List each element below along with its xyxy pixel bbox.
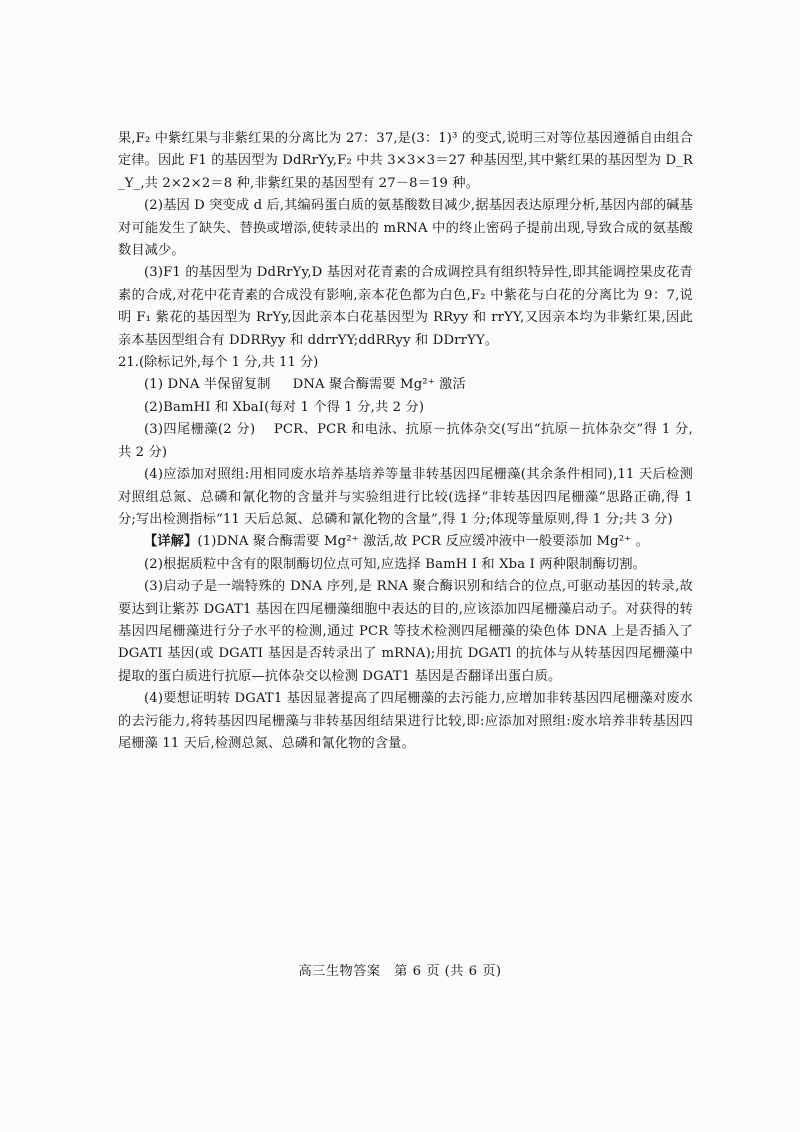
answer-21-1 <box>118 374 693 396</box>
detail-text-1: (1)DNA 聚合酶需要 Mg²⁺ 激活,故 PCR 反应缓冲液中一般要添加 Mg²⁺ 。 <box>197 534 649 550</box>
answer-21-2: (2)BamHI 和 XbaI(每对 1 个得 1 分,共 2 分) <box>144 399 425 415</box>
document-body <box>118 128 693 755</box>
answer-21-4: (4)应添加对照组:用相同废水培养基培养等量非转基因四尾栅藻(其余条件相同),11 天后检测对照组总氮、总磷和氰化物的含量并与实验组进行比较(选择“非转基因四尾栅藻”思路正确,得 1 分;写出检测指标“11 天后总氮、总磷和氰化物的含量”,得 1 分;体现等量原则,得 1 分;共 3 分) <box>118 467 693 527</box>
detail-paragraph-2: (2)根据质粒中含有的限制酶切位点可知,应选择 BamH Ⅰ 和 Xba Ⅰ 两种限制酶切割。 <box>144 556 646 572</box>
detail-paragraph-3: (3)启动子是一端特殊的 DNA 序列,是 RNA 聚合酶识别和结合的位点,可驱动基因的转录,故要达到让紫苏 DGAT1 基因在四尾栅藻细胞中表达的目的,应该添加四尾栅藻启动子。对获得的转基因四尾栅藻进行分子水平的检测,通过 PCR 等技术检测四尾栅藻的染色体 DNA 上是否插入了 DGATI 基因(或 DGATI 基因是否转录出了 mRNA);用抗 DGATl 的抗体与从转基因四尾栅藻中提取的蛋白质进行抗原—抗体杂交以检测 DGAT1 基因是否翻译出蛋白质。 <box>118 579 693 684</box>
answer-21-1-part1: (1) DNA 半保留复制 <box>144 377 271 393</box>
detail-paragraph-1 <box>118 531 693 553</box>
question-21-heading: 21.(除标记外,每个 1 分,共 11 分) <box>118 355 319 371</box>
detail-paragraph-4: (4)要想证明转 DGAT1 基因显著提高了四尾栅藻的去污能力,应增加非转基因四尾栅藻对废水的去污能力,将转基因四尾栅藻与非转基因组结果进行比较,即:应添加对照组:废水培养非转基因四尾栅藻 11 天后,检测总氮、总磷和氰化物的含量。 <box>118 691 693 751</box>
answer-21-3: (3)四尾栅藻(2 分) PCR、PCR 和电泳、抗原－抗体杂交(写出“抗原－抗体杂交”得 1 分,共 2 分) <box>118 422 693 460</box>
answer-20-1-continued: 果,F₂ 中紫红果与非紫红果的分离比为 27：37,是(3：1)³ 的变式,说明三对等位基因遵循自由组合定律。因此 F1 的基因型为 DdRrYy,F₂ 中共 3×3×3＝27 种基因型,其中紫红果的基因型为 D_R_Y_,共 2×2×2＝8 种,非紫红果的基因型有 27－8＝19 种。 <box>118 131 693 191</box>
answer-20-2: (2)基因 D 突变成 d 后,其编码蛋白质的氨基酸数目减少,据基因表达原理分析,基因内部的碱基对可能发生了缺失、替换或增添,使转录出的 mRNA 中的终止密码子提前出现,导致合成的氨基酸数目减少。 <box>118 198 693 259</box>
page-footer: 高三生物答案 第 6 页 (共 6 页) <box>298 964 502 979</box>
answer-21-1-part2: DNA 聚合酶需要 Mg²⁺ 激活 <box>292 377 466 393</box>
answer-20-3: (3)F1 的基因型为 DdRrYy,D 基因对花青素的合成调控具有组织特异性,即其能调控果皮花青素的合成,对花中花青素的合成没有影响,亲本花色都为白色,F₂ 中紫花与白花的分离比为 9：7,说明 F₁ 紫花的基因型为 RrYy,因此亲本白花基因型为 RRyy 和 rrYY,又因亲本均为非紫红果,因此亲本基因型组合有 DDRRyy 和 ddrrYY;ddRRyy 和 DDrrYY。 <box>118 265 693 348</box>
detail-label: 【详解】 <box>144 534 198 550</box>
